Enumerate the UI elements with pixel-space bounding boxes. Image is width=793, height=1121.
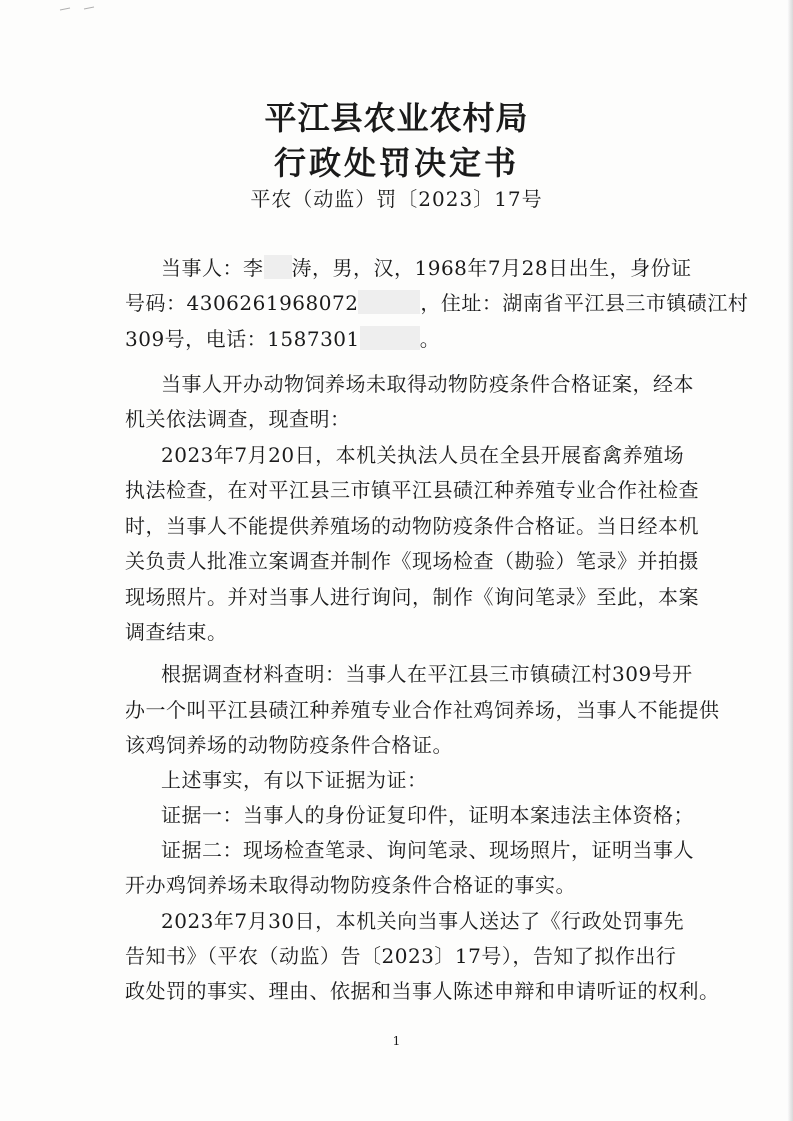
party-address: ，住址：湖南省平江县三市镇碛江村 [420,291,749,315]
redacted-id-number [358,290,420,314]
evidence-item-2: 证据二：现场检查笔录、询问笔录、现场照片，证明当事人 [161,838,694,862]
page-number: 1 [392,1034,401,1048]
evidence-item-2-cont: 开办鸡饲养场未取得动物防疫条件合格证的事实。 [125,873,576,897]
evidence-item-1: 证据一：当事人的身份证复印件，证明本案违法主体资格； [161,803,694,827]
party-line-1 [161,254,692,282]
party-line-3 [125,325,685,353]
case-line-1: 当事人开办动物饲养场未取得动物防疫条件合格证案，经本 [161,372,694,396]
party-line-2 [125,289,749,317]
investigation-line-5: 现场照片。并对当事人进行询问，制作《询问笔录》至此，本案 [125,585,699,609]
scan-mark-icon [58,6,98,12]
case-line-2: 机关依法调查，现查明： [125,407,351,431]
investigation-line-6: 调查结束。 [125,620,228,644]
evidence-intro: 上述事实，有以下证据为证： [161,768,428,792]
notice-line-2: 告知书》（平农（动监）告〔2023〕17号），告知了拟作出行 [125,944,677,968]
findings-line-1: 根据调查材料查明：当事人在平江县三市镇碛江村309号开 [161,662,693,686]
phone-prefix: 309号，电话：1587301 [125,327,360,351]
document-number: 平农（动监）罚〔2023〕17号 [250,187,543,211]
redacted-phone [360,326,420,350]
notice-line-1: 2023年7月30日，本机关向当事人送达了《行政处罚事先 [161,909,685,933]
party-line-end: 。 [419,327,441,351]
investigation-line-2: 执法检查，在对平江县三市镇平江县碛江种养殖专业合作社检查 [125,478,699,502]
investigation-line-4: 关负责人批准立案调查并制作《现场检查（勘验）笔录》并拍摄 [125,549,699,573]
id-number-prefix: 号码：4306261968072 [125,291,359,315]
findings-line-2: 办一个叫平江县碛江种养殖专业合作社鸡饲养场，当事人不能提供 [125,698,720,722]
notice-line-3: 政处罚的事实、理由、依据和当事人陈述申辩和申请听证的权利。 [125,979,720,1003]
findings-line-3: 该鸡饲养场的动物防疫条件合格证。 [125,733,453,757]
investigation-line-1: 2023年7月20日，本机关执法人员在全县开展畜禽养殖场 [161,443,685,467]
investigation-line-3: 时，当事人不能提供养殖场的动物防疫条件合格证。当日经本机 [125,514,699,538]
party-name-prefix: 当事人：李 [161,256,264,280]
redacted-name [264,255,292,279]
issuing-authority-title: 平江县农业农村局 [264,99,529,137]
party-details: 涛，男，汉，1968年7月28日出生，身份证 [291,256,692,280]
document-title: 行政处罚决定书 [273,144,519,182]
